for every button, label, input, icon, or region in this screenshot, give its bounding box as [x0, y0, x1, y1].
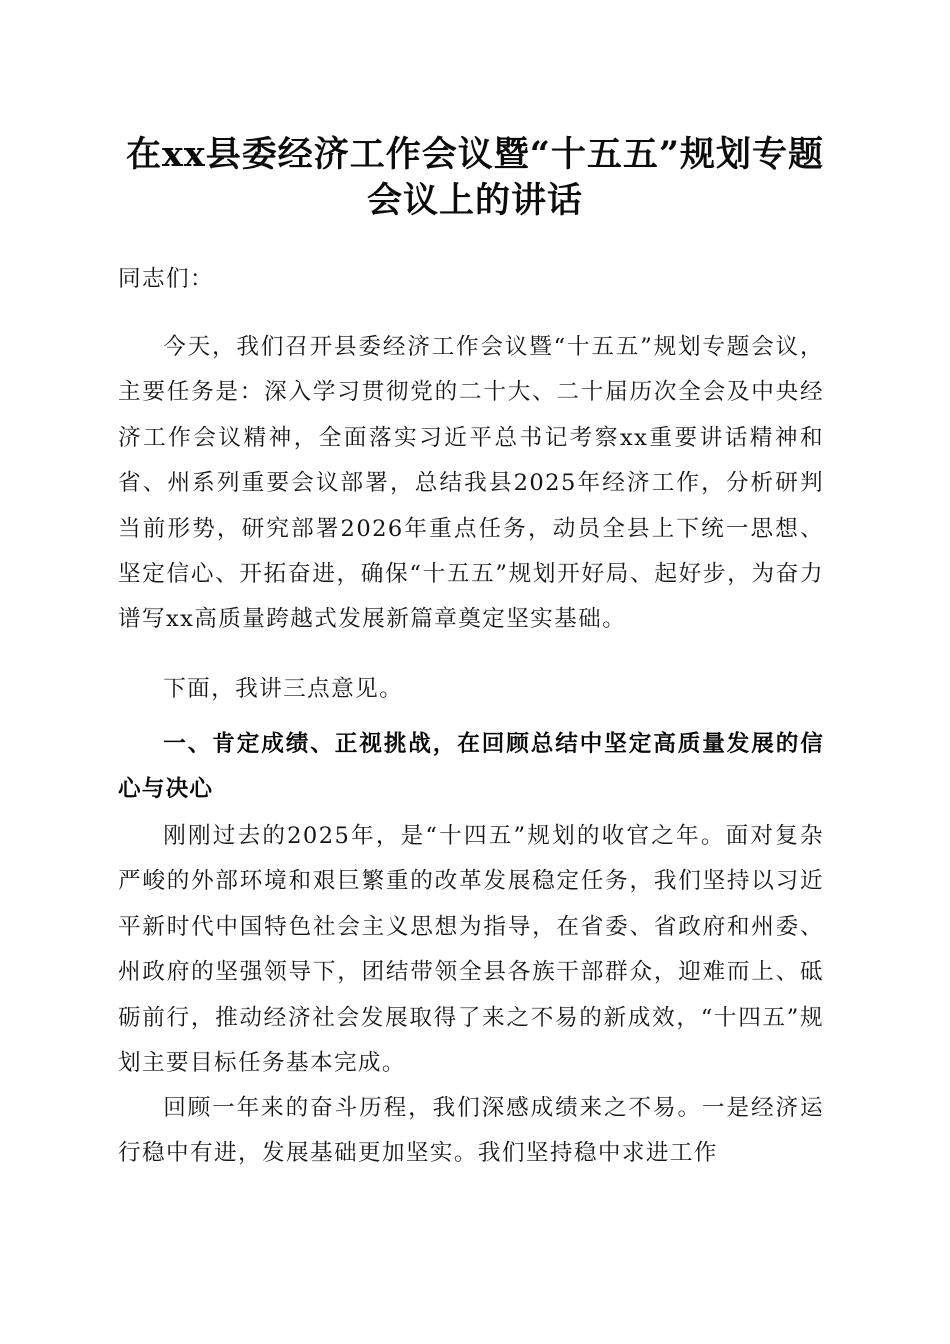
document-title: 在xx县委经济工作会议暨“十五五”规划专题会议上的讲话	[126, 134, 824, 221]
paragraph-achievements: 回顾一年来的奋斗历程，我们深感成绩来之不易。一是经济运行稳中有进，发展基础更加坚实。我们坚持稳中求进工作	[118, 1095, 824, 1167]
section-heading-1: 一、肯定成绩、正视挑战，在回顾总结中坚定高质量发展的信心与决心	[118, 731, 824, 803]
salutation: 同志们：	[118, 266, 214, 292]
paragraph-review: 刚刚过去的2025年，是“十四五”规划的收官之年。面对复杂严峻的外部环境和艰巨繁重的改革发展稳定任务，我们坚持以习近平新时代中国特色社会主义思想为指导，在省委、省政府和州委、州政府的坚强领导下，团结带领全县各族干部群众，迎难而上、砥砺前行，推动经济社会发展取得了来之不易的新成效，“十四五”规划主要目标任务基本完成。	[118, 823, 824, 1077]
paragraph-opening: 今天，我们召开县委经济工作会议暨“十五五”规划专题会议，主要任务是：深入学习贯彻党的二十大、二十届历次全会及中央经济工作会议精神，全面落实习近平总书记考察xx重要讲话精神和省、州系列重要会议部署，总结我县2025年经济工作，分析研判当前形势，研究部署2026年重点任务，动员全县上下统一思想、坚定信心、开拓奋进，确保“十五五”规划开好局、起好步，为奋力谱写xx高质量跨越式发展新篇章奠定坚实基础。	[118, 334, 824, 633]
paragraph-outline: 下面，我讲三点意见。	[163, 676, 404, 702]
